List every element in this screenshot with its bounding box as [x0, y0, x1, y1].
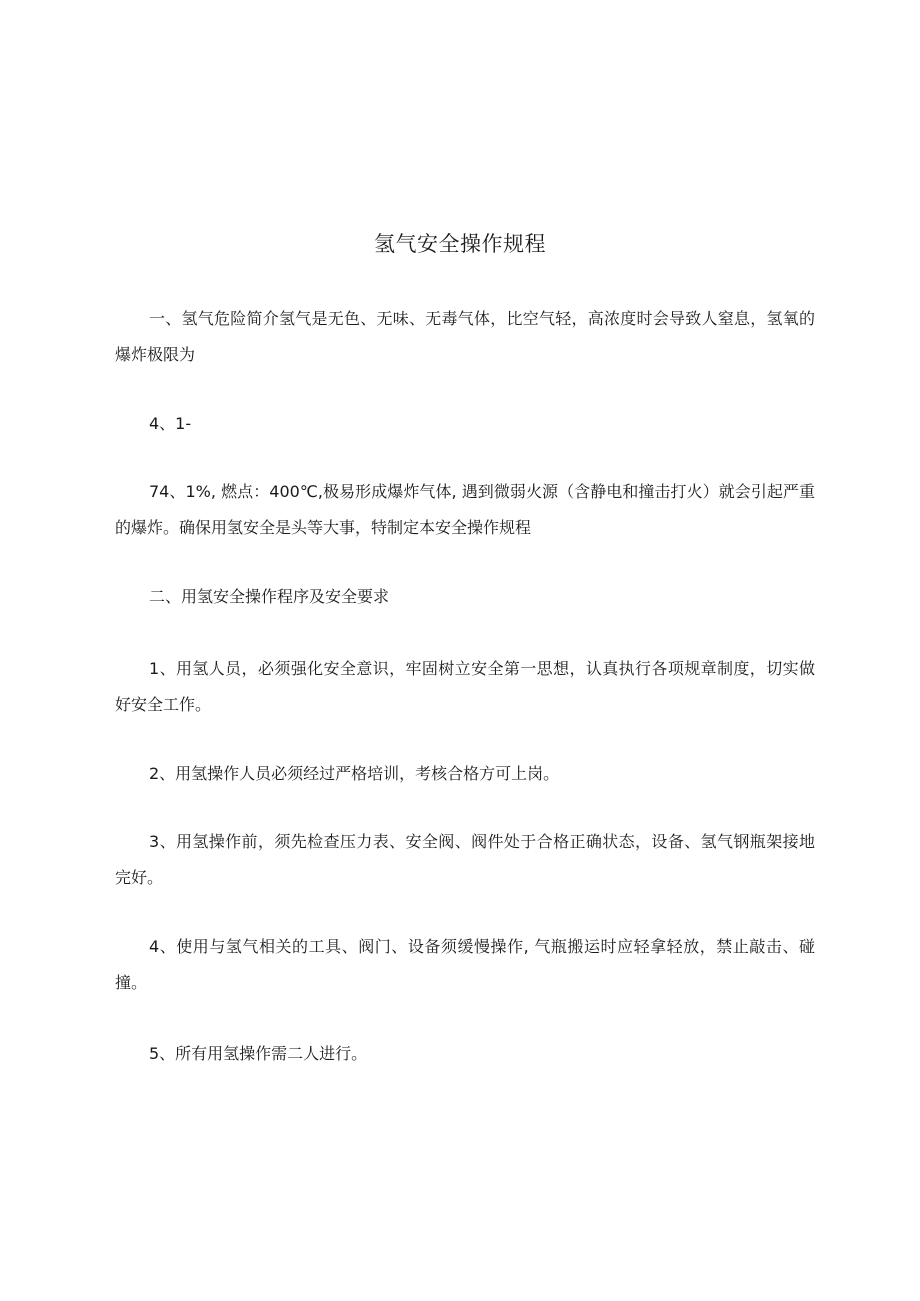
paragraph-hazard-intro: 一、氢气危险简介氢气是无色、无味、无毒气体，比空气轻，高浓度时会导致人窒息，氢氧的爆炸极限为	[115, 309, 815, 364]
procedure-item-4: 4、使用与氢气相关的工具、阀门、设备须缓慢操作, 气瓶搬运时应轻拿轻放，禁止敲击、碰撞。	[115, 937, 815, 992]
paragraph-limit-lower: 4、1-	[149, 414, 192, 433]
procedure-item-1: 1、用氢人员，必须强化安全意识，牢固树立安全第一思想，认真执行各项规章制度，切实做好安全工作。	[115, 659, 815, 714]
procedure-item-5: 5、所有用氢操作需二人进行。	[149, 1044, 368, 1063]
section-heading-procedures: 二、用氢安全操作程序及安全要求	[149, 587, 390, 606]
procedure-item-3: 3、用氢操作前，须先检查压力表、安全阀、阀件处于合格正确状态，设备、氢气钢瓶架接地完好。	[115, 832, 815, 887]
paragraph-limit-upper: 74、1%, 燃点：400℃,极易形成爆炸气体, 遇到微弱火源（含静电和撞击打火）就会引起严重的爆炸。确保用氢安全是头等大事，特制定本安全操作规程	[115, 482, 815, 537]
procedure-item-2: 2、用氢操作人员必须经过严格培训，考核合格方可上岗。	[149, 764, 560, 783]
document-title: 氢气安全操作规程	[374, 232, 546, 256]
